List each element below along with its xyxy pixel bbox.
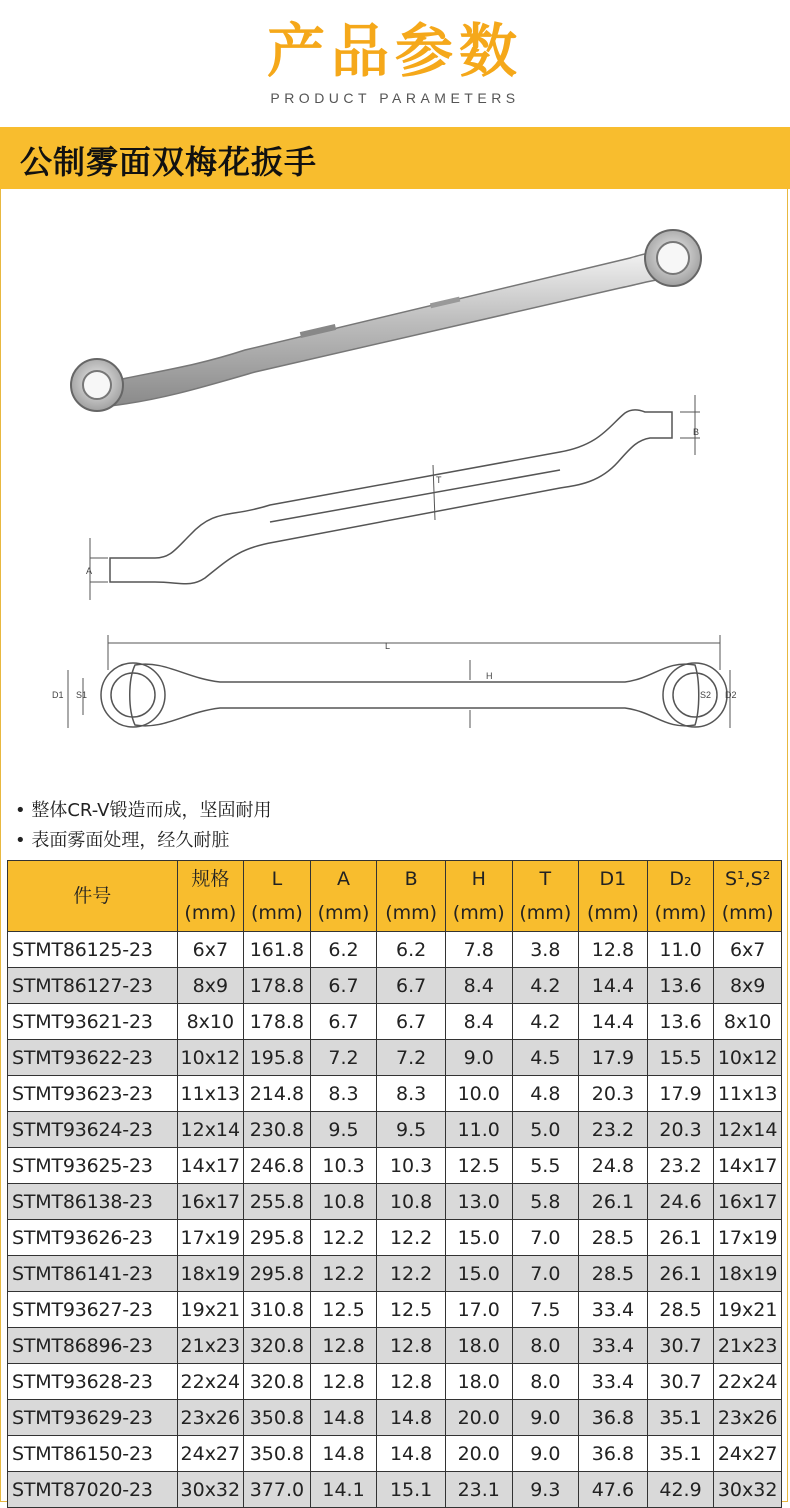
dim-label-l: L (385, 641, 391, 651)
part-number-cell: STMT86141-23 (8, 1256, 178, 1292)
table-cell: 23.1 (445, 1472, 512, 1508)
table-cell: 33.4 (579, 1292, 648, 1328)
table-cell: 28.5 (579, 1220, 648, 1256)
column-header (377, 861, 446, 932)
table-cell: 30x32 (177, 1472, 244, 1508)
column-header-unit: (mm) (317, 902, 370, 924)
table-cell: 12.8 (579, 932, 648, 968)
part-number-cell: STMT93622-23 (8, 1040, 178, 1076)
table-cell: 35.1 (647, 1436, 714, 1472)
table-cell: 7.0 (512, 1220, 579, 1256)
table-cell: 14.1 (310, 1472, 377, 1508)
table-cell: 12.5 (310, 1292, 377, 1328)
table-row (8, 1400, 782, 1436)
table-cell: 17x19 (714, 1220, 782, 1256)
column-header-unit: (mm) (721, 902, 774, 924)
table-cell: 9.5 (377, 1112, 446, 1148)
table-cell: 8x9 (714, 968, 782, 1004)
table-cell: 310.8 (244, 1292, 311, 1328)
table-cell: 15.0 (445, 1220, 512, 1256)
table-cell: 42.9 (647, 1472, 714, 1508)
page-title: 产品参数 (266, 17, 523, 85)
table-cell: 11.0 (647, 932, 714, 968)
table-cell: 15.0 (445, 1256, 512, 1292)
feature-list (15, 796, 775, 856)
column-header-label: 规格 (191, 868, 230, 890)
column-header (647, 861, 714, 932)
table-cell: 178.8 (244, 1004, 311, 1040)
table-cell: 6.7 (377, 1004, 446, 1040)
table-cell: 8.4 (445, 1004, 512, 1040)
table-cell: 377.0 (244, 1472, 311, 1508)
dim-label-a: A (86, 566, 93, 576)
table-cell: 16x17 (177, 1184, 244, 1220)
table-cell: 14.8 (310, 1400, 377, 1436)
table-cell: 6.2 (310, 932, 377, 968)
table-cell: 13.6 (647, 1004, 714, 1040)
part-number-cell: STMT93621-23 (8, 1004, 178, 1040)
column-header-label: H (471, 868, 486, 890)
table-cell: 8.4 (445, 968, 512, 1004)
table-cell: 14.8 (377, 1400, 446, 1436)
wrench-photo (71, 230, 701, 411)
page-subtitle: PRODUCT PARAMETERS (270, 90, 520, 106)
column-header (244, 861, 311, 932)
part-number-cell: STMT86127-23 (8, 968, 178, 1004)
table-cell: 8x9 (177, 968, 244, 1004)
table-cell: 26.1 (647, 1220, 714, 1256)
part-number-cell: STMT93627-23 (8, 1292, 178, 1328)
table-cell: 18.0 (445, 1328, 512, 1364)
part-number-cell: STMT93625-23 (8, 1148, 178, 1184)
column-header-unit: (mm) (184, 902, 237, 924)
table-row (8, 1364, 782, 1400)
table-cell: 47.6 (579, 1472, 648, 1508)
table-cell: 4.8 (512, 1076, 579, 1112)
table-cell: 230.8 (244, 1112, 311, 1148)
spec-table-header (8, 861, 782, 932)
table-cell: 12.5 (445, 1148, 512, 1184)
table-cell: 6.7 (310, 1004, 377, 1040)
table-cell: 20.3 (579, 1076, 648, 1112)
table-cell: 18x19 (714, 1256, 782, 1292)
table-cell: 7.0 (512, 1256, 579, 1292)
feature-item: • 整体CR-V锻造而成，坚固耐用 (15, 800, 272, 821)
column-header-label: L (271, 868, 283, 890)
table-cell: 30.7 (647, 1328, 714, 1364)
table-cell: 14.8 (310, 1436, 377, 1472)
table-cell: 4.2 (512, 1004, 579, 1040)
table-cell: 8.3 (310, 1076, 377, 1112)
table-cell: 8x10 (714, 1004, 782, 1040)
table-cell: 8.3 (377, 1076, 446, 1112)
table-cell: 5.5 (512, 1148, 579, 1184)
table-cell: 14.8 (377, 1436, 446, 1472)
table-row (8, 1436, 782, 1472)
table-cell: 24x27 (177, 1436, 244, 1472)
part-number-cell: STMT87020-23 (8, 1472, 178, 1508)
table-cell: 13.6 (647, 968, 714, 1004)
table-cell: 255.8 (244, 1184, 311, 1220)
table-cell: 20.0 (445, 1400, 512, 1436)
spec-table-body (8, 932, 782, 1508)
table-cell: 11x13 (714, 1076, 782, 1112)
table-cell: 10.3 (377, 1148, 446, 1184)
table-cell: 8.0 (512, 1328, 579, 1364)
column-header-label: S¹,S² (724, 868, 771, 890)
table-cell: 14.4 (579, 968, 648, 1004)
column-header (8, 861, 178, 932)
table-cell: 10.8 (377, 1184, 446, 1220)
dim-label-d1: D1 (52, 690, 64, 700)
dim-label-t: T (436, 475, 442, 485)
table-cell: 28.5 (579, 1256, 648, 1292)
table-cell: 246.8 (244, 1148, 311, 1184)
table-cell: 9.0 (512, 1436, 579, 1472)
table-row (8, 1292, 782, 1328)
table-cell: 30.7 (647, 1364, 714, 1400)
table-cell: 195.8 (244, 1040, 311, 1076)
table-cell: 4.5 (512, 1040, 579, 1076)
table-cell: 17.9 (647, 1076, 714, 1112)
column-header-label: A (337, 868, 351, 890)
table-cell: 15.5 (647, 1040, 714, 1076)
table-cell: 13.0 (445, 1184, 512, 1220)
column-header (177, 861, 244, 932)
table-cell: 7.2 (310, 1040, 377, 1076)
table-cell: 12x14 (714, 1112, 782, 1148)
table-cell: 7.5 (512, 1292, 579, 1328)
table-cell: 11.0 (445, 1112, 512, 1148)
part-number-cell: STMT93623-23 (8, 1076, 178, 1112)
table-cell: 12.8 (377, 1328, 446, 1364)
table-cell: 17x19 (177, 1220, 244, 1256)
column-header (714, 861, 782, 932)
table-cell: 22x24 (177, 1364, 244, 1400)
table-row (8, 1472, 782, 1508)
table-row (8, 1184, 782, 1220)
table-cell: 12.2 (310, 1256, 377, 1292)
table-cell: 24.6 (647, 1184, 714, 1220)
table-cell: 23x26 (714, 1400, 782, 1436)
table-cell: 8x10 (177, 1004, 244, 1040)
feature-text: 表面雾面处理，经久耐脏 (31, 830, 230, 851)
table-row (8, 1040, 782, 1076)
part-number-cell: STMT93626-23 (8, 1220, 178, 1256)
column-header-label: D₂ (669, 868, 692, 890)
table-cell: 35.1 (647, 1400, 714, 1436)
part-number-cell: STMT93629-23 (8, 1400, 178, 1436)
table-cell: 19x21 (177, 1292, 244, 1328)
wrench-side-view (90, 395, 700, 600)
table-cell: 7.2 (377, 1040, 446, 1076)
table-cell: 9.0 (445, 1040, 512, 1076)
part-number-cell: STMT86150-23 (8, 1436, 178, 1472)
feature-text: 整体CR-V锻造而成，坚固耐用 (31, 800, 272, 821)
table-cell: 14x17 (177, 1148, 244, 1184)
table-cell: 20.3 (647, 1112, 714, 1148)
table-cell: 10.3 (310, 1148, 377, 1184)
table-cell: 161.8 (244, 932, 311, 968)
part-number-cell: STMT86138-23 (8, 1184, 178, 1220)
column-header-unit: (mm) (251, 902, 303, 924)
table-cell: 12.2 (310, 1220, 377, 1256)
table-cell: 6.2 (377, 932, 446, 968)
table-cell: 17.0 (445, 1292, 512, 1328)
table-cell: 28.5 (647, 1292, 714, 1328)
product-name: 公制雾面双梅花扳手 (20, 143, 318, 181)
wrench-drawings (40, 200, 740, 770)
dim-label-b: B (693, 427, 700, 437)
table-cell: 23.2 (579, 1112, 648, 1148)
column-header-label: 件号 (73, 885, 112, 907)
dim-label-h: H (486, 671, 493, 681)
table-cell: 33.4 (579, 1328, 648, 1364)
table-cell: 320.8 (244, 1328, 311, 1364)
table-cell: 26.1 (579, 1184, 648, 1220)
table-cell: 7.8 (445, 932, 512, 968)
table-cell: 320.8 (244, 1364, 311, 1400)
dim-label-s1: S1 (76, 690, 88, 700)
table-cell: 21x23 (177, 1328, 244, 1364)
table-cell: 18x19 (177, 1256, 244, 1292)
table-cell: 12.5 (377, 1292, 446, 1328)
column-header-label: D1 (599, 868, 627, 890)
table-cell: 6.7 (310, 968, 377, 1004)
column-header-unit: (mm) (654, 902, 707, 924)
part-number-cell: STMT86896-23 (8, 1328, 178, 1364)
table-cell: 9.0 (512, 1400, 579, 1436)
table-cell: 16x17 (714, 1184, 782, 1220)
spec-table (7, 860, 782, 1508)
table-cell: 178.8 (244, 968, 311, 1004)
table-cell: 30x32 (714, 1472, 782, 1508)
part-number-cell: STMT93624-23 (8, 1112, 178, 1148)
dim-label-d2: D2 (725, 690, 737, 700)
table-cell: 22x24 (714, 1364, 782, 1400)
table-cell: 10.0 (445, 1076, 512, 1112)
table-cell: 24x27 (714, 1436, 782, 1472)
column-header-label: T (539, 868, 552, 890)
table-row (8, 1004, 782, 1040)
table-cell: 3.8 (512, 932, 579, 968)
table-row (8, 1256, 782, 1292)
table-cell: 12.2 (377, 1256, 446, 1292)
table-cell: 36.8 (579, 1400, 648, 1436)
table-cell: 12.2 (377, 1220, 446, 1256)
table-cell: 9.3 (512, 1472, 579, 1508)
table-cell: 9.5 (310, 1112, 377, 1148)
table-row (8, 1148, 782, 1184)
table-cell: 5.8 (512, 1184, 579, 1220)
table-row (8, 1112, 782, 1148)
table-cell: 36.8 (579, 1436, 648, 1472)
wrench-top-view (68, 635, 740, 728)
table-cell: 12.8 (377, 1364, 446, 1400)
table-cell: 19x21 (714, 1292, 782, 1328)
column-header-unit: (mm) (452, 902, 505, 924)
table-cell: 10x12 (177, 1040, 244, 1076)
table-cell: 295.8 (244, 1220, 311, 1256)
table-cell: 15.1 (377, 1472, 446, 1508)
table-row (8, 968, 782, 1004)
column-header (512, 861, 579, 932)
part-number-cell: STMT86125-23 (8, 932, 178, 968)
table-cell: 14x17 (714, 1148, 782, 1184)
table-row (8, 1220, 782, 1256)
table-cell: 12.8 (310, 1328, 377, 1364)
product-title-bar (0, 127, 790, 189)
column-header (579, 861, 648, 932)
table-cell: 26.1 (647, 1256, 714, 1292)
table-row (8, 1328, 782, 1364)
table-cell: 11x13 (177, 1076, 244, 1112)
column-header-unit: (mm) (385, 902, 438, 924)
table-cell: 350.8 (244, 1400, 311, 1436)
table-cell: 8.0 (512, 1364, 579, 1400)
table-cell: 33.4 (579, 1364, 648, 1400)
table-row (8, 1076, 782, 1112)
table-cell: 17.9 (579, 1040, 648, 1076)
table-cell: 24.8 (579, 1148, 648, 1184)
column-header-label: B (404, 868, 418, 890)
column-header (310, 861, 377, 932)
dim-label-s2: S2 (700, 690, 712, 700)
table-cell: 5.0 (512, 1112, 579, 1148)
table-row (8, 932, 782, 968)
table-cell: 18.0 (445, 1364, 512, 1400)
table-cell: 350.8 (244, 1436, 311, 1472)
table-cell: 6x7 (714, 932, 782, 968)
column-header-unit: (mm) (586, 902, 639, 924)
table-cell: 6x7 (177, 932, 244, 968)
table-cell: 214.8 (244, 1076, 311, 1112)
column-header-unit: (mm) (519, 902, 572, 924)
part-number-cell: STMT93628-23 (8, 1364, 178, 1400)
column-header (445, 861, 512, 932)
table-cell: 23x26 (177, 1400, 244, 1436)
table-cell: 295.8 (244, 1256, 311, 1292)
table-cell: 12.8 (310, 1364, 377, 1400)
table-cell: 20.0 (445, 1436, 512, 1472)
table-cell: 21x23 (714, 1328, 782, 1364)
table-cell: 10x12 (714, 1040, 782, 1076)
table-cell: 14.4 (579, 1004, 648, 1040)
table-cell: 12x14 (177, 1112, 244, 1148)
table-cell: 4.2 (512, 968, 579, 1004)
table-cell: 10.8 (310, 1184, 377, 1220)
table-cell: 23.2 (647, 1148, 714, 1184)
feature-item: • 表面雾面处理，经久耐脏 (15, 830, 230, 851)
table-cell: 6.7 (377, 968, 446, 1004)
